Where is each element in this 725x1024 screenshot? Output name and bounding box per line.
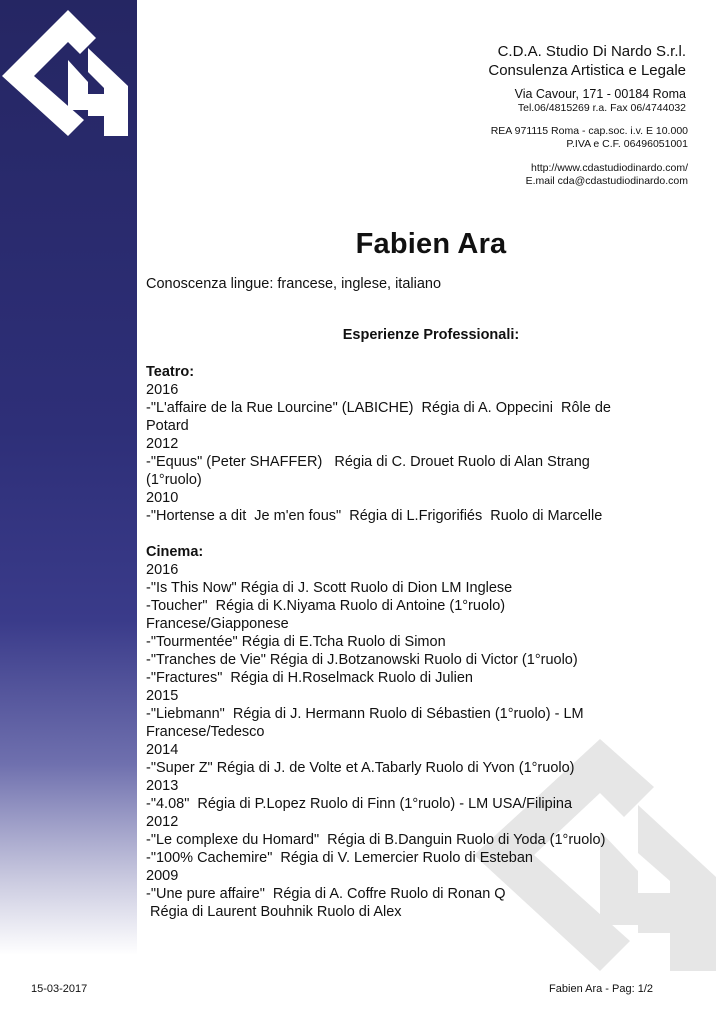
cinema-line: 2014 bbox=[146, 742, 179, 758]
website-link[interactable]: http://www.cdastudiodinardo.com/ bbox=[531, 162, 688, 174]
cda-logo-icon bbox=[0, 8, 130, 136]
footer-date: 15-03-2017 bbox=[31, 983, 88, 995]
cinema-line: 2016 bbox=[146, 562, 179, 578]
cinema-line: 2013 bbox=[146, 778, 179, 794]
section-title-experience: Esperienze Professionali: bbox=[342, 327, 520, 343]
cinema-line: 2009 bbox=[146, 868, 179, 884]
teatro-line: -"Equus" (Peter SHAFFER) Régia di C. Drouet Ruolo di Alan Strang (1°ruolo) bbox=[146, 454, 594, 488]
company-name: C.D.A. Studio Di Nardo S.r.l. bbox=[497, 43, 686, 60]
cinema-line: 2012 bbox=[146, 814, 179, 830]
teatro-line: 2012 bbox=[146, 436, 179, 452]
languages-line: Conoscenza lingue: francese, inglese, italiano bbox=[146, 276, 442, 292]
cinema-line: -"Is This Now" Régia di J. Scott Ruolo di Dion LM Inglese bbox=[146, 580, 513, 596]
cinema-line: 2015 bbox=[146, 688, 179, 704]
cinema-section bbox=[146, 543, 626, 921]
cinema-line: Régia di Laurent Bouhnik Ruolo di Alex bbox=[146, 904, 402, 920]
teatro-line: 2016 bbox=[146, 382, 179, 398]
teatro-line: -"Hortense a dit Je m'en fous" Régia di L.Frigorifiés Ruolo di Marcelle bbox=[146, 508, 603, 524]
cinema-line: -"Tranches de Vie" Régia di J.Botzanowski Ruolo di Victor (1°ruolo) bbox=[146, 652, 578, 668]
cinema-line: -"4.08" Régia di P.Lopez Ruolo di Finn (1°ruolo) - LM USA/Filipina bbox=[146, 796, 573, 812]
registration-number: REA 971115 Roma - cap.soc. i.v. E 10.000 bbox=[490, 125, 688, 137]
address-street: Via Cavour, 171 - 00184 Roma bbox=[514, 87, 686, 101]
cinema-line: -"Fractures" Régia di H.Roselmack Ruolo di Julien bbox=[146, 670, 474, 686]
cinema-line: -"Le complexe du Homard" Régia di B.Danguin Ruolo di Yoda (1°ruolo) bbox=[146, 832, 606, 848]
cinema-line: -"Tourmentée" Régia di E.Tcha Ruolo di Simon bbox=[146, 634, 446, 650]
vat-number: P.IVA e C.F. 06496051001 bbox=[566, 138, 688, 150]
cinema-heading: Cinema: bbox=[146, 544, 204, 560]
company-contacts bbox=[526, 162, 688, 188]
company-header bbox=[488, 42, 686, 80]
teatro-heading: Teatro: bbox=[146, 364, 195, 380]
company-address bbox=[515, 87, 686, 115]
cinema-line: -"100% Cachemire" Régia di V. Lemercier Ruolo di Esteban bbox=[146, 850, 533, 866]
teatro-line: -"L'affaire de la Rue Lourcine" (LABICHE) Régia di A. Oppecini Rôle de Potard bbox=[146, 400, 615, 434]
teatro-section bbox=[146, 363, 626, 525]
cinema-line: -"Une pure affaire" Régia di A. Coffre Ruolo di Ronan Q bbox=[146, 886, 506, 902]
company-registration bbox=[491, 125, 688, 151]
cinema-line: -"Liebmann" Régia di J. Hermann Ruolo di Sébastien (1°ruolo) - LM Francese/Tedesco bbox=[146, 706, 588, 740]
cinema-line: -"Super Z" Régia di J. de Volte et A.Tabarly Ruolo di Yvon (1°ruolo) bbox=[146, 760, 575, 776]
footer-page-number: Fabien Ara - Pag: 1/2 bbox=[549, 983, 653, 995]
address-phone: Tel.06/4815269 r.a. Fax 06/4744032 bbox=[517, 102, 686, 114]
person-name: Fabien Ara bbox=[355, 228, 507, 260]
company-tagline: Consulenza Artistica e Legale bbox=[488, 62, 686, 79]
cinema-line: -Toucher" Régia di K.Niyama Ruolo di Antoine (1°ruolo) Francese/Giapponese bbox=[146, 598, 510, 632]
sidebar-band bbox=[0, 0, 137, 955]
teatro-line: 2010 bbox=[146, 490, 179, 506]
email-link[interactable]: E.mail cda@cdastudiodinardo.com bbox=[525, 175, 688, 187]
